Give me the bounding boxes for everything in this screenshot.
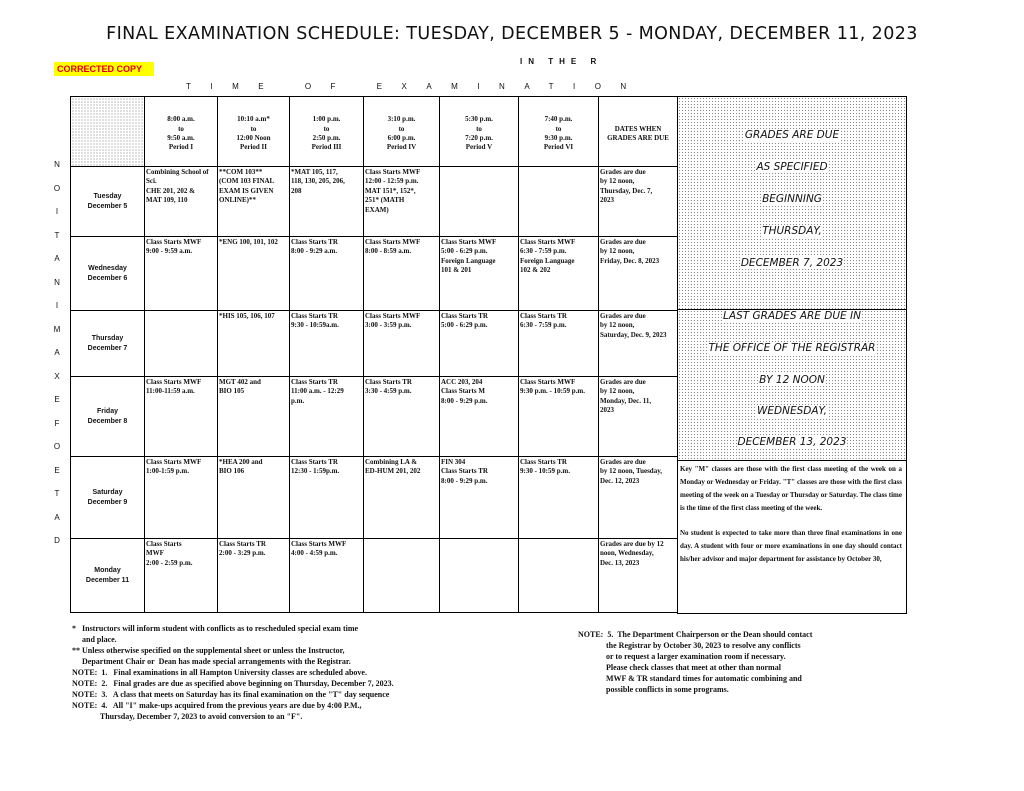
- corner-cell: [71, 97, 145, 167]
- grades-due-line: AS SPECIFIED: [756, 161, 828, 173]
- date-of-exam-letter: N: [54, 160, 60, 169]
- date-of-exam-letter: M: [53, 324, 61, 334]
- exam-cell: Class Starts TR 6:30 - 7:59 p.m.: [519, 311, 599, 377]
- exam-cell: Combining LA & ED-HUM 201, 202: [364, 457, 440, 539]
- exam-cell: Class Starts MWF 11:00-11:59 a.m.: [145, 377, 218, 457]
- table-row: [71, 457, 678, 539]
- grades-due-cell: Grades are due by 12 noon, Saturday, Dec. 9, 2023: [599, 311, 678, 377]
- exam-cell: Class Starts MWF 4:00 - 4:59 p.m.: [290, 539, 364, 613]
- exam-cell: Class Starts MWF 6:30 - 7:59 p.m. Foreign Language 102 & 202: [519, 237, 599, 311]
- exam-cell: Class Starts TR 12:30 - 1:59p.m.: [290, 457, 364, 539]
- exam-cell: [519, 539, 599, 613]
- exam-cell: [440, 539, 519, 613]
- period-header: 3:10 p.m. to 6:00 p.m. Period IV: [364, 97, 440, 167]
- exam-cell: Class Starts TR 8:00 - 9:29 a.m.: [290, 237, 364, 311]
- note-line: NOTE: 5. The Department Chairperson or the Dean should contact: [578, 630, 813, 639]
- table-row: [71, 237, 678, 311]
- exam-cell: *HEA 200 and BIO 106: [218, 457, 290, 539]
- exam-cell: *MAT 105, 117, 118, 130, 205, 206, 208: [290, 167, 364, 237]
- grades-due-line: DECEMBER 7, 2023: [740, 257, 844, 269]
- exam-cell: Class Starts TR 9:30 - 10:59a.m.: [290, 311, 364, 377]
- exam-cell: Class Starts TR 11:00 a.m. - 12:29 p.m.: [290, 377, 364, 457]
- date-of-exam-letter: I: [55, 301, 59, 310]
- exam-schedule-table: [70, 96, 678, 613]
- date-of-exam-letter: X: [54, 371, 60, 381]
- grades-due-cell: Grades are due by 12 noon, Tuesday, Dec. 12, 2023: [599, 457, 678, 539]
- exam-cell: Class Starts MWF 9:00 - 9:59 a.m.: [145, 237, 218, 311]
- exam-cell: Class Starts MWF 8:00 - 8:59 a.m.: [364, 237, 440, 311]
- date-of-exam-letter: F: [54, 418, 60, 428]
- exam-cell: Class Starts MWF 2:00 - 2:59 p.m.: [145, 539, 218, 613]
- date-of-exam-letter: I: [55, 207, 59, 216]
- date-of-examination-label: [50, 160, 64, 560]
- page-title: FINAL EXAMINATION SCHEDULE: TUESDAY, DECEMBER 5 - MONDAY, DECEMBER 11, 2023: [106, 24, 918, 44]
- note-line: Thursday, December 7, 2023 to avoid conversion to an "F".: [72, 712, 303, 721]
- date-of-exam-letter: O: [53, 183, 61, 193]
- note-line: NOTE: 4. All "I" make-ups acquired from the previous years are due by 4:00 P.M.,: [72, 701, 362, 710]
- note-line: Please check classes that meet at other than normal: [578, 663, 781, 672]
- note-line: the Registrar by October 30, 2023 to resolve any conflicts: [578, 641, 801, 650]
- time-of-examination-label: TIME OF EXAMINATION: [186, 82, 646, 91]
- date-of-exam-letter: N: [54, 277, 60, 287]
- date-of-exam-letter: E: [54, 395, 60, 404]
- exam-cell: Class Starts TR 2:00 - 3:29 p.m.: [218, 539, 290, 613]
- grades-due-panel: [677, 96, 907, 614]
- grades-due-line: GRADES ARE DUE: [744, 129, 840, 141]
- date-of-exam-letter: D: [54, 536, 60, 545]
- note-line: ** Unless otherwise specified on the supplemental sheet or unless the Instructor,: [72, 646, 345, 655]
- date-of-exam-letter: A: [54, 348, 60, 357]
- exam-cell: Class Starts TR 5:00 - 6:29 p.m.: [440, 311, 519, 377]
- exam-cell: MGT 402 and BIO 105: [218, 377, 290, 457]
- last-grades-line: WEDNESDAY,: [757, 405, 827, 417]
- no-student-paragraph: No student is expected to take more than three final examinations in one day. A student with four or more examinations in one day should contact his/her advisor and major department for assistance by October 30,: [680, 529, 902, 563]
- date-of-exam-letter: A: [54, 254, 60, 263]
- grades-due-box: [678, 97, 906, 310]
- exam-cell: Class Starts MWF 9:30 p.m. - 10:59 p.m.: [519, 377, 599, 457]
- grades-due-line: THURSDAY,: [762, 225, 822, 237]
- exam-cell: Class Starts MWF 5:00 - 6:29 p.m. Foreign Language 101 & 201: [440, 237, 519, 311]
- grades-due-cell: Grades are due by 12 noon, Thursday, Dec. 7, 2023: [599, 167, 678, 237]
- exam-cell: *ENG 100, 101, 102: [218, 237, 290, 311]
- note-line: MWF & TR standard times for automatic combining and: [578, 674, 802, 683]
- table-row: [71, 539, 678, 613]
- period-header: 5:30 p.m. to 7:20 p.m. Period V: [440, 97, 519, 167]
- note-line: NOTE: 2. Final grades are due as specified above beginning on Thursday, December 7, 2023.: [72, 679, 394, 688]
- note-line: or to request a larger examination room if necessary.: [578, 652, 786, 661]
- day-cell: Wednesday December 6: [71, 237, 145, 311]
- exam-cell: Class Starts MWF 3:00 - 3:59 p.m.: [364, 311, 440, 377]
- grades-due-header: DATES WHEN GRADES ARE DUE: [599, 97, 678, 167]
- period-header: 10:10 a.m* to 12:00 Noon Period II: [218, 97, 290, 167]
- grades-due-cell: Grades are due by 12 noon, Wednesday, Dec. 13, 2023: [599, 539, 678, 613]
- period-header: 8:00 a.m. to 9:50 a.m. Period I: [145, 97, 218, 167]
- exam-cell: FIN 304 Class Starts TR 8:00 - 9:29 p.m.: [440, 457, 519, 539]
- period-header: 1:00 p.m. to 2:50 p.m. Period III: [290, 97, 364, 167]
- exam-cell: [519, 167, 599, 237]
- day-cell: Monday December 11: [71, 539, 145, 613]
- last-grades-box: [678, 310, 906, 461]
- last-grades-line: BY 12 NOON: [759, 374, 825, 386]
- grades-due-line: BEGINNING: [762, 193, 822, 205]
- grades-due-cell: Grades are due by 12 noon, Friday, Dec. 8, 2023: [599, 237, 678, 311]
- exam-cell: [364, 539, 440, 613]
- date-of-exam-letter: T: [54, 489, 60, 498]
- table-row: [71, 377, 678, 457]
- exam-cell: [440, 167, 519, 237]
- notes-left: [72, 623, 394, 722]
- date-of-exam-letter: O: [53, 442, 61, 451]
- note-line: NOTE: 1. Final examinations in all Hampton University classes are scheduled above.: [72, 668, 367, 677]
- table-row: [71, 311, 678, 377]
- day-cell: Friday December 8: [71, 377, 145, 457]
- exam-cell: Class Starts TR 9:30 - 10:59 p.m.: [519, 457, 599, 539]
- grades-due-cell: Grades are due by 12 noon, Monday, Dec. 11, 2023: [599, 377, 678, 457]
- exam-cell: *HIS 105, 106, 107: [218, 311, 290, 377]
- exam-cell: Class Starts MWF 1:00-1:59 p.m.: [145, 457, 218, 539]
- exam-cell: Class Starts MWF 12:00 - 12:59 p.m. MAT 151*, 152*, 251* (MATH EXAM): [364, 167, 440, 237]
- in-the-label: IN THE R: [520, 57, 603, 66]
- note-line: * Instructors will inform student with conflicts as to rescheduled special exam time: [72, 624, 359, 633]
- exam-cell: Class Starts TR 3:30 - 4:59 p.m.: [364, 377, 440, 457]
- period-header: 7:40 p.m. to 9:30 p.m. Period VI: [519, 97, 599, 167]
- table-row: [71, 167, 678, 237]
- key-paragraph: Key "M" classes are those with the first class meeting of the week on a Monday or Wednesday or Friday. "T" classes are those with the first class meeting of the week on a Tuesday or Thursday or Saturday. The class time is the time of the first class meeting of the week.: [680, 465, 902, 512]
- exam-cell: [145, 311, 218, 377]
- day-cell: Thursday December 7: [71, 311, 145, 377]
- day-cell: Saturday December 9: [71, 457, 145, 539]
- notes-right: [578, 629, 812, 695]
- last-grades-line: DECEMBER 13, 2023: [737, 436, 847, 448]
- corrected-copy-badge: CORRECTED COPY: [54, 62, 154, 76]
- exam-cell: **COM 103** (COM 103 FINAL EXAM IS GIVEN ONLINE)**: [218, 167, 290, 237]
- exam-cell: Combining School of Sci. CHE 201, 202 & MAT 109, 110: [145, 167, 218, 237]
- last-grades-line: THE OFFICE OF THE REGISTRAR: [708, 342, 876, 354]
- note-line: possible conflicts in some programs.: [578, 685, 729, 694]
- date-of-exam-letter: A: [54, 512, 60, 522]
- note-line: NOTE: 3. A class that meets on Saturday has its final examination on the "T" day sequence: [72, 690, 390, 699]
- last-grades-line: LAST GRADES ARE DUE IN: [723, 310, 861, 322]
- key-text: [680, 463, 902, 578]
- date-of-exam-letter: T: [54, 230, 60, 240]
- exam-cell: ACC 203, 204 Class Starts M 8:00 - 9:29 p.m.: [440, 377, 519, 457]
- note-line: Department Chair or Dean has made special arrangements with the Registrar.: [72, 657, 351, 666]
- day-cell: Tuesday December 5: [71, 167, 145, 237]
- note-line: and place.: [72, 635, 117, 644]
- date-of-exam-letter: E: [54, 465, 60, 475]
